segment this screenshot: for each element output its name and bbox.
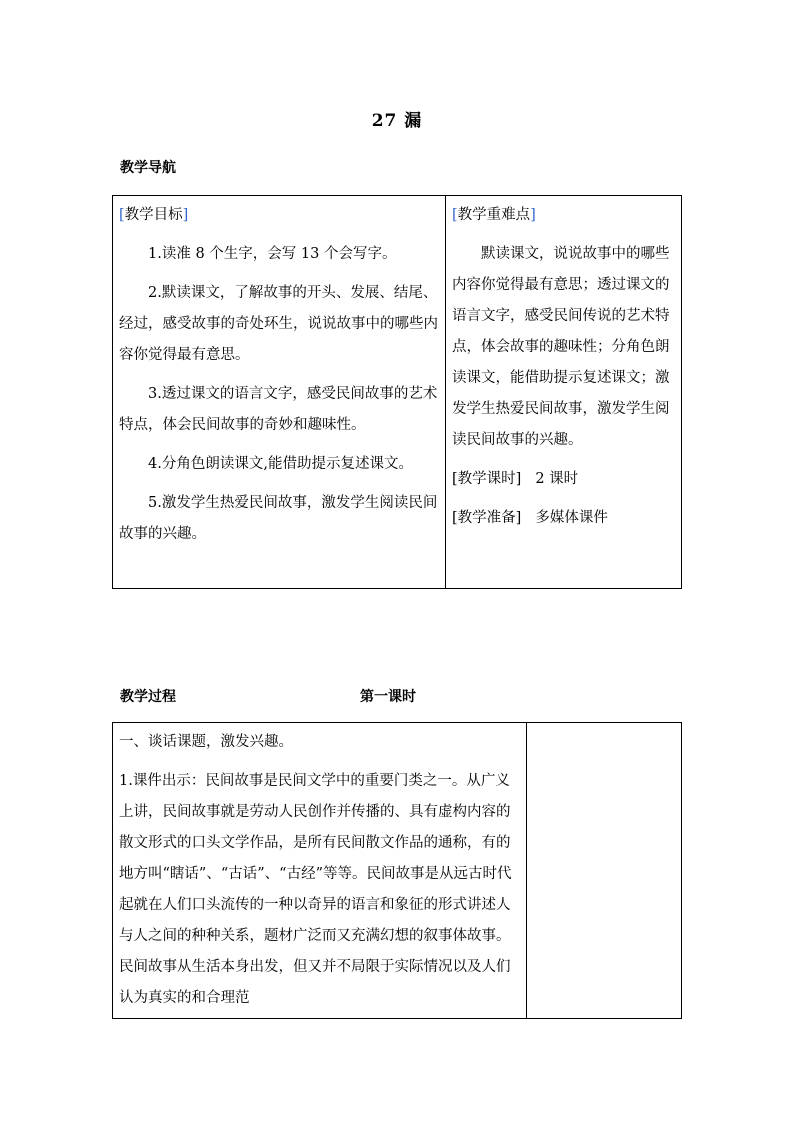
process-heading: 一、谈话课题，激发兴趣。 (119, 734, 293, 750)
document-title: 27 漏 (371, 111, 423, 131)
teaching-process-table (112, 722, 682, 1019)
teaching-prep-value: 多媒体课件 (535, 510, 608, 526)
goal-item: 1.读准 8 个生字，会写 13 个会写字。 (148, 246, 397, 262)
teaching-prep: [教学准备] 多媒体课件 (452, 510, 608, 526)
teaching-goals-tag: [教学目标] (119, 207, 189, 223)
key-points-tag: [教学重难点] (452, 207, 536, 223)
section-sublabel-first-lesson: 第一课时 (360, 689, 416, 705)
teaching-hours: [教学课时] 2 课时 (452, 471, 579, 487)
goal-item: 2.默读课文，了解故事的开头、发展、结尾、经过，感受故事的奇处环生，说说故事中的哪些内容你觉得最有意思。 (119, 285, 438, 363)
process-notes-cell (527, 723, 682, 1019)
process-paragraph: 1.课件出示：民间故事是民间文学中的重要门类之一。从广义上讲，民间故事就是劳动人民创作并传播的、具有虚构内容的散文形式的口头文学作品，是所有民间散文作品的通称，有的地方叫“瞎话”、“古话”、“古经”等等。民间故事是从远古时代起就在人们口头流传的一种以奇异的语言和象征的形式讲述人与人之间的种种关系，题材广泛而又充满幻想的叙事体故事。民间故事从生活本身出发，但又并不局限于实际情况以及人们认为真实的和合理范 (119, 773, 512, 1006)
key-points-cell (446, 196, 682, 589)
section-label-teaching-guide: 教学导航 (120, 160, 176, 176)
key-points-text: 默读课文，说说故事中的哪些内容你觉得最有意思；透过课文的语言文字，感受民间传说的艺术特点，体会故事的趣味性；分角色朗读课文，能借助提示复述课文；激发学生热爱民间故事，激发学生阅读民间故事的兴趣。 (452, 246, 670, 448)
goal-item: 3.透过课文的语言文字，感受民间故事的艺术特点，体会民间故事的奇妙和趣味性。 (119, 386, 438, 433)
teaching-goals-cell (113, 196, 446, 589)
teaching-hours-value: 2 课时 (535, 471, 579, 487)
teaching-guide-table (112, 195, 682, 589)
process-content-cell (113, 723, 527, 1019)
goal-item: 5.激发学生热爱民间故事，激发学生阅读民间故事的兴趣。 (119, 495, 438, 542)
goal-item: 4.分角色朗读课文,能借助提示复述课文。 (148, 456, 413, 472)
section-label-teaching-process: 教学过程 (120, 689, 176, 705)
